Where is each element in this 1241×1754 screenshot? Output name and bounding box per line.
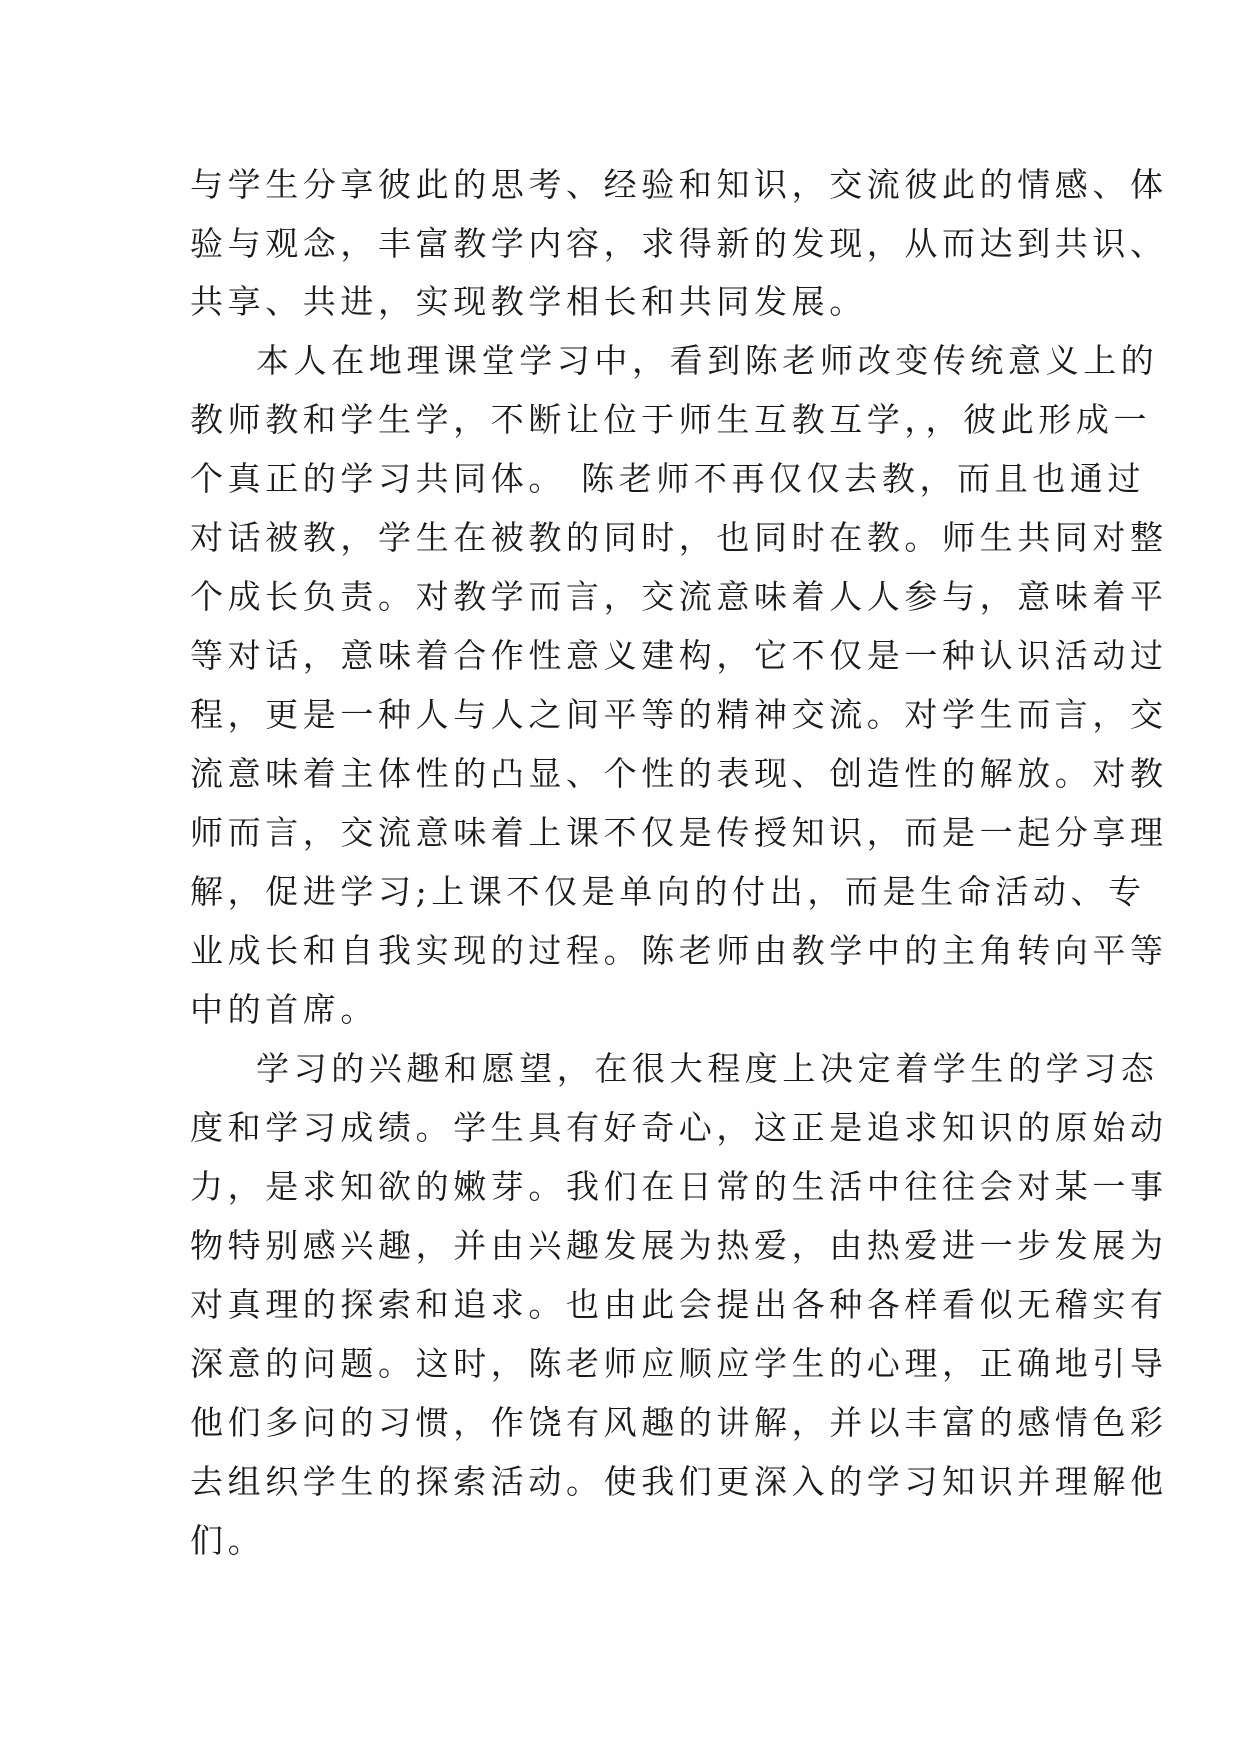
text-line: 个真正的学习共同体。 陈老师不再仅仅去教，而且也通过 — [190, 459, 1146, 498]
text-line: 力，是求知欲的嫩芽。我们在日常的生活中往往会对某一事 — [190, 1167, 1168, 1206]
text-line: 业成长和自我实现的过程。陈老师由教学中的主角转向平等 — [190, 931, 1168, 970]
text-line: 度和学习成绩。学生具有好奇心，这正是追求知识的原始动 — [190, 1108, 1168, 1147]
paragraph-start-line: 学习的兴趣和愿望，在很大程度上决定着学生的学习态 — [256, 1049, 1159, 1088]
text-line: 等对话，意味着合作性意义建构，它不仅是一种认识活动过 — [190, 636, 1168, 675]
paragraph-start-line: 本人在地理课堂学习中，看到陈老师改变传统意义上的 — [256, 341, 1159, 380]
text-line: 中的首席。 — [190, 990, 378, 1029]
text-line: 共享、共进，实现教学相长和共同发展。 — [190, 282, 867, 321]
text-line: 深意的问题。这时，陈老师应顺应学生的心理，正确地引导 — [190, 1344, 1168, 1383]
text-line: 个成长负责。对教学而言，交流意味着人人参与，意味着平 — [190, 577, 1168, 616]
text-line: 去组织学生的探索活动。使我们更深入的学习知识并理解他 — [190, 1462, 1168, 1501]
text-line: 教师教和学生学，不断让位于师生互教互学，，彼此形成一 — [190, 400, 1152, 439]
text-line: 程，更是一种人与人之间平等的精神交流。对学生而言，交 — [190, 695, 1168, 734]
text-line: 他们多问的习惯，作饶有风趣的讲解，并以丰富的感情色彩 — [190, 1403, 1168, 1442]
text-line: 师而言，交流意味着上课不仅是传授知识，而是一起分享理 — [190, 813, 1168, 852]
text-line: 与学生分享彼此的思考、经验和知识，交流彼此的情感、体 — [190, 165, 1168, 204]
text-line: 流意味着主体性的凸显、个性的表现、创造性的解放。对教 — [190, 754, 1168, 793]
text-line: 对真理的探索和追求。也由此会提出各种各样看似无稽实有 — [190, 1285, 1168, 1324]
text-line: 验与观念，丰富教学内容，求得新的发现，从而达到共识、 — [190, 224, 1168, 263]
text-line: 对话被教，学生在被教的同时，也同时在教。师生共同对整 — [190, 518, 1168, 557]
text-line: 物特别感兴趣，并由兴趣发展为热爱，由热爱进一步发展为 — [190, 1226, 1168, 1265]
text-line: 们。 — [190, 1521, 266, 1560]
text-line: 解，促进学习;上课不仅是单向的付出，而是生命活动、专 — [190, 872, 1146, 911]
